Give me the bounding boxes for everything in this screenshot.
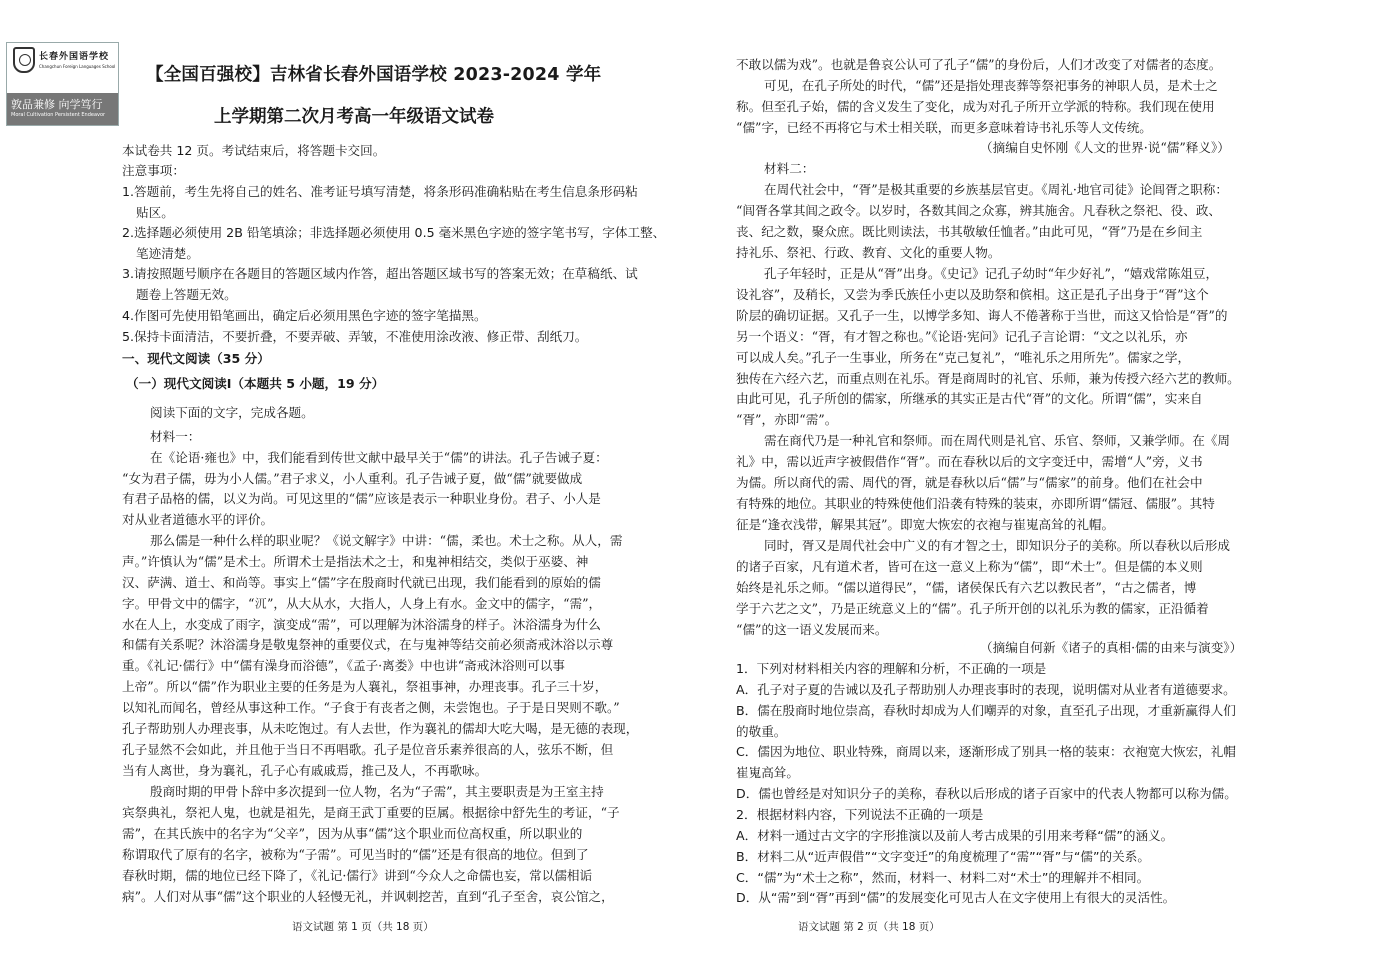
right-line: 始终是礼乐之师。“儒以道得民”，“儒，诸侯保氏有六艺以教民者”，“古之儒者，博: [736, 580, 1197, 595]
left-line: 对从业者道德水平的评价。: [122, 512, 274, 527]
left-line: 题卷上答题无效。: [136, 287, 237, 302]
right-line: 学于六艺之文”，乃是正统意义上的“儒”。孔子所开创的以礼乐为教的儒家，正沿循着: [736, 601, 1209, 616]
right-line: 同时，胥又是周代社会中广义的有才智之士，即知识分子的美称。所以春秋以后形成: [764, 538, 1230, 553]
right-line: “闾胥各掌其闾之政令。以岁时，各数其闾之众寡，辨其施舍。凡春秋之祭祀、役、政、: [736, 203, 1222, 218]
right-line: 持礼乐、祭祀、行政、教育、文化的重要人物。: [736, 245, 1001, 260]
exam-title-line2: 上学期第二次月考高一年级语文试卷: [214, 107, 494, 127]
page-2-footer: 语文试题 第 2 页（共 18 页）: [798, 921, 940, 933]
right-line: “儒”的这一语义发展而来。: [736, 622, 888, 637]
right-line: （摘编自史怀刚《人文的世界·说“儒”释义》）: [980, 140, 1230, 155]
left-line: 宾祭典礼，祭祀人鬼，也就是祖先，是商王武丁重要的臣属。根据徐中舒先生的考证，“子: [122, 805, 620, 820]
right-line: A．孔子对子夏的告诫以及孔子帮助别人办理丧事时的表现，说明儒对从业者有道德要求。: [736, 682, 1236, 697]
right-line: 征是“逢衣浅带，解果其冠”。即宽大恢宏的衣袍与崔嵬高耸的礼帽。: [736, 517, 1115, 532]
right-line: 不敢以儒为戏”。也就是鲁哀公认可了孔子“儒”的身份后，人们才改变了对儒者的态度。: [736, 57, 1222, 72]
logo-motto-en: Moral Cultivation Persistent Endeavor: [11, 112, 106, 118]
left-line: 注意事项：: [122, 163, 185, 178]
page-2: [688, 0, 1375, 971]
left-line: 字。甲骨文中的儒字，“𣲍”，从大从水，大指人，人身上有水。金文中的儒字，“需”，: [122, 596, 602, 611]
left-line: 汉、萨满、道士、和尚等。事实上“儒”字在殷商时代就已出现，我们能看到的原始的儒: [122, 575, 601, 590]
right-line: D．从“需”到“胥”再到“儒”的发展变化可见古人在文字使用上有很大的灵活性。: [736, 890, 1176, 905]
right-line: 为儒。所以商代的需、周代的胥，就是春秋以后“儒”与“儒家”的前身。他们在社会中: [736, 475, 1203, 490]
left-line: 孔子帮助别人办理丧事，从未吃饱过。有人去世，作为襄礼的儒却大吃大喝，是无德的表现，: [122, 721, 639, 736]
right-line: 可以成人矣。”孔子一生事业，所务在“克己复礼”，“唯礼乐之用所先”。儒家之学，: [736, 350, 1191, 365]
left-line: 以知礼而闻名，曾经从事这种工作。“子食于有丧者之侧，未尝饱也。子于是日哭则不歌。”: [122, 700, 620, 715]
right-line: 有特殊的地位。其职业的特殊使他们沿袭有特殊的装束，亦即所谓“儒冠、儒服”。其特: [736, 496, 1215, 511]
exam-title-line1: 【全国百强校】吉林省长春外国语学校 2023-2024 学年: [146, 65, 602, 85]
left-line: 一、现代文阅读（35 分）: [122, 351, 270, 366]
right-line: A．材料一通过古文字的字形推演以及前人考古成果的引用来考释“儒”的涵义。: [736, 828, 1174, 843]
right-line: 称。但至孔子始，儒的含义发生了变化，成为对孔子所开立学派的特称。我们现在使用: [736, 99, 1215, 114]
right-line: “胥”，亦即“需”。: [736, 412, 838, 427]
right-line: 的敬重。: [736, 724, 787, 739]
right-line: 在周代社会中，“胥”是极其重要的乡族基层官吏。《周礼·地官司徒》论闾胥之职称：: [764, 182, 1228, 197]
right-line: 另一个语义：“胥，有才智之称也。”《论语·宪问》记孔子言论谓：“文之以礼乐，亦: [736, 329, 1188, 344]
right-line: 丧、纪之数，聚众庶。既比则读法，书其敬敏任恤者。”由此可见，“胥”乃是在乡间主: [736, 224, 1203, 239]
left-line: 上帝”。所以“儒”作为职业主要的任务是为人襄礼，祭祖事神，办理丧事。孔子三十岁，: [122, 679, 608, 694]
logo-motto-bar: [7, 93, 118, 125]
right-line: B．材料二从“近声假借”“文字变迁”的角度梳理了“需”“胥”与“儒”的关系。: [736, 849, 1150, 864]
left-line: 5.保持卡面清洁，不要折叠，不要弄破、弄皱，不准使用涂改液、修正带、刮纸刀。: [122, 329, 588, 344]
left-line: 阅读下面的文字，完成各题。: [150, 405, 314, 420]
right-line: 可见，在孔子所处的时代，“儒”还是指处理丧葬等祭祀事务的神职人员，是术士之: [764, 78, 1218, 93]
left-line: 春秋时期，儒的地位已经下降了，《礼记·儒行》讲到“今众人之命儒也妄，常以儒相诟: [122, 868, 593, 883]
right-line: 的诸子百家，凡有道术者，皆可在这一意义上称为“儒”，即“术士”。但是儒的本义则: [736, 559, 1203, 574]
left-line: 需”，在其氏族中的名字为“父辛”，因为从事“儒”这个职业而位高权重，所以职业的: [122, 826, 583, 841]
left-line: “女为君子儒，毋为小人儒。”君子求义，小人重利。孔子告诫子夏，做“儒”就要做成: [122, 471, 583, 486]
left-line: 当有人离世，身为襄礼，孔子心有戚戚焉，推己及人，不再歌咏。: [122, 763, 488, 778]
right-line: 材料二：: [764, 161, 815, 176]
right-line: 2．根据材料内容，下列说法不正确的一项是: [736, 807, 984, 822]
right-line: 设礼容”，及稍长，又尝为季氏族任小吏以及助祭和傧相。这正是孔子出身于“胥”这个: [736, 287, 1209, 302]
school-logo: [6, 42, 119, 126]
left-line: 贴区。: [136, 205, 174, 220]
left-line: 2.选择题必须使用 2B 铅笔填涂；非选择题必须使用 0.5 毫米黑色字迹的签字笔书写，字体工整、: [122, 225, 666, 240]
right-line: D．儒也曾经是对知识分子的美称，春秋以后形成的诸子百家中的代表人物都可以称为儒。: [736, 786, 1237, 801]
left-line: 本试卷共 12 页。考试结束后，将答题卡交回。: [122, 143, 386, 158]
left-line: 笔迹清楚。: [136, 246, 199, 261]
logo-school-name-en: Changchun Foreign Languages School: [39, 64, 116, 69]
right-line: 阶层的确切证据。又孔子一生，以博学多知、诲人不倦著称于当世，而这又恰恰是“胥”的: [736, 308, 1228, 323]
left-line: 称谓取代了原有的名字，被称为“子需”。可见当时的“儒”还是有很高的地位。但到了: [122, 847, 589, 862]
right-line: 礼》中，需以近声字被假借作“胥”。而在春秋以后的文字变迁中，需增“人”旁，义书: [736, 454, 1203, 469]
left-line: 1.答题前，考生先将自己的姓名、准考证号填写清楚，将条形码准确粘贴在考生信息条形码粘: [122, 184, 638, 199]
left-line: 3.请按照题号顺序在各题目的答题区域内作答，超出答题区域书写的答案无效；在草稿纸、试: [122, 266, 638, 281]
right-line: C．儒因为地位、职业特殊，商周以来，逐渐形成了别具一格的装束：衣袍宽大恢宏，礼帽: [736, 744, 1236, 759]
logo-school-name: 长春外国语学校: [39, 52, 110, 62]
left-line: 有君子品格的儒，以义为尚。可见这里的“儒”应该是表示一种职业身份。君子、小人是: [122, 491, 601, 506]
page-1-footer: 语文试题 第 1 页（共 18 页）: [292, 921, 434, 933]
left-line: 殷商时期的甲骨卜辞中多次提到一位人物，名为“子需”，其主要职责是为王室主持: [150, 784, 604, 799]
right-line: 崔嵬高耸。: [736, 765, 799, 780]
right-line: 需在商代乃是一种礼官和祭师。而在周代则是礼官、乐官、祭师，又兼学师。在《周: [764, 433, 1230, 448]
right-line: B．儒在殷商时地位崇高，春秋时却成为人们嘲弄的对象，直至孔子出现，才重新赢得人们: [736, 703, 1236, 718]
logo-motto: 敦品兼修 向学笃行: [11, 98, 103, 111]
right-line: 孔子年轻时，正是从“胥”出身。《史记》记孔子幼时“年少好礼”，“嬉戏常陈俎豆，: [764, 266, 1219, 281]
right-line: 由此可见，孔子所创的儒家，所继承的其实正是古代“胥”的文化。所谓“儒”，实来自: [736, 391, 1203, 406]
right-line: C．“儒”为“术士之称”，然而，材料一、材料二对“术士”的理解并不相同。: [736, 870, 1150, 885]
left-line: （一）现代文阅读Ⅰ（本题共 5 小题，19 分）: [126, 376, 385, 391]
right-line: 独传在六经六艺，而重点则在礼乐。胥是商周时的礼官、乐师，兼为传授六经六艺的教师。: [736, 371, 1240, 386]
left-line: 和儒有关系呢？沐浴濡身是敬鬼祭神的重要仪式，在与鬼神等结交前必须斋戒沐浴以示尊: [122, 637, 614, 652]
left-line: 声。”许慎认为“儒”是术士。所谓术士是指法术之士，和鬼神相结交，类似于巫婆、神: [122, 554, 589, 569]
school-crest-icon: [13, 47, 35, 73]
left-line: 在《论语·雍也》中，我们能看到传世文献中最早关于“儒”的讲法。孔子告诫子夏：: [150, 450, 608, 465]
left-line: 那么儒是一种什么样的职业呢？《说文解字》中讲：“儒，柔也。术士之称。从人，需: [150, 533, 623, 548]
right-line: “儒”字，已经不再将它与术士相关联，而更多意味着诗书礼乐等人文传统。: [736, 120, 1152, 135]
left-line: 孔子显然不会如此，并且他于当日不再唱歌。孔子是位音乐素养很高的人，弦乐不断，但: [122, 742, 614, 757]
left-line: 病”。人们对从事“儒”这个职业的人轻慢无礼，并讽刺挖苦，直到“孔子至舍，哀公馆之，: [122, 889, 614, 904]
left-line: 材料一：: [150, 429, 201, 444]
right-line: 1．下列对材料相关内容的理解和分析，不正确的一项是: [736, 661, 1047, 676]
left-line: 4.作图可先使用铅笔画出，确定后必须用黑色字迹的签字笔描黑。: [122, 308, 487, 323]
right-line: （摘编自何新《诸子的真相·儒的由来与演变》）: [980, 640, 1243, 655]
left-line: 水在人上，水变成了雨字，演变成“需”，可以理解为沐浴濡身的样子。沐浴濡身为什么: [122, 617, 601, 632]
left-line: 重。《礼记·儒行》中“儒有澡身而浴德”，《孟子·离娄》中也讲“斋戒沐浴则可以事: [122, 658, 565, 673]
